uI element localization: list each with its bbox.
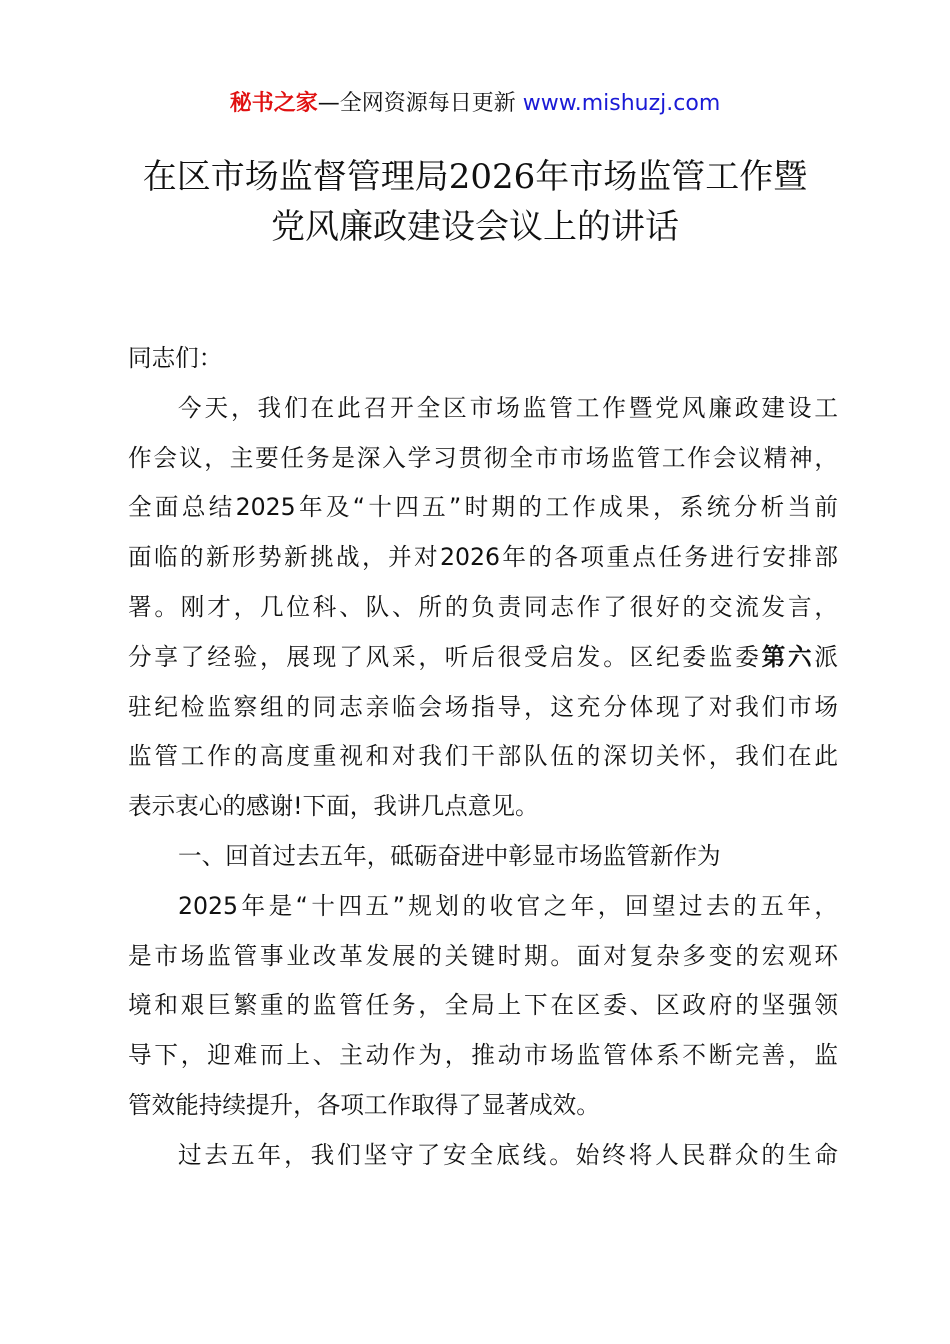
paragraph-text: 分享了经验，展现了风采，听后很受启发。区纪委监委 xyxy=(128,642,762,671)
document-title xyxy=(60,152,890,252)
paragraph-text: 派 xyxy=(814,642,839,671)
salutation: 同志们： xyxy=(128,344,223,372)
paragraph-line: 导下，迎难而上、主动作为，推动市场监管体系不断完善，监 xyxy=(128,1041,838,1070)
paragraph-line: 境和艰巨繁重的监管任务，全局上下在区委、区政府的坚强领 xyxy=(128,991,838,1020)
site-header xyxy=(0,88,950,120)
paragraph-line: 2025年是“十四五”规划的收官之年，回望过去的五年， xyxy=(178,891,838,920)
brand-name: 秘书之家 xyxy=(229,91,318,116)
paragraph-line: 表示衷心的感谢!下面，我讲几点意见。 xyxy=(128,792,539,821)
header-tagline: —全网资源每日更新 xyxy=(317,91,516,116)
paragraph-line: 是市场监管事业改革发展的关键时期。面对复杂多变的宏观环 xyxy=(128,941,838,970)
bold-text: 第六 xyxy=(761,642,815,671)
title-line-2: 党风廉政建设会议上的讲话 xyxy=(271,207,679,247)
document-body xyxy=(128,334,838,1181)
site-url-link[interactable]: www.mishuzj.com xyxy=(522,91,721,116)
section-heading: 一、回首过去五年，砥砺奋进中彰显市场监管新作为 xyxy=(178,841,721,870)
paragraph-line xyxy=(128,633,838,683)
title-line-1: 在区市场监督管理局2026年市场监管工作暨 xyxy=(142,157,808,197)
paragraph-line: 监管工作的高度重视和对我们干部队伍的深切关怀，我们在此 xyxy=(128,742,838,771)
paragraph-line: 作会议，主要任务是深入学习贯彻全市市场监管工作会议精神， xyxy=(128,443,838,472)
paragraph-line: 管效能持续提升，各项工作取得了显著成效。 xyxy=(128,1090,600,1119)
paragraph-line: 今天，我们在此召开全区市场监管工作暨党风廉政建设工 xyxy=(178,393,838,422)
paragraph-line: 驻纪检监察组的同志亲临会场指导，这充分体现了对我们市场 xyxy=(128,692,838,721)
paragraph-line: 面临的新形势新挑战，并对2026年的各项重点任务进行安排部 xyxy=(128,543,838,572)
paragraph-line: 过去五年，我们坚守了安全底线。始终将人民群众的生命 xyxy=(178,1140,838,1169)
paragraph-line: 全面总结2025年及“十四五”时期的工作成果，系统分析当前 xyxy=(128,493,838,522)
paragraph-line: 署。刚才，几位科、队、所的负责同志作了很好的交流发言， xyxy=(128,592,838,621)
